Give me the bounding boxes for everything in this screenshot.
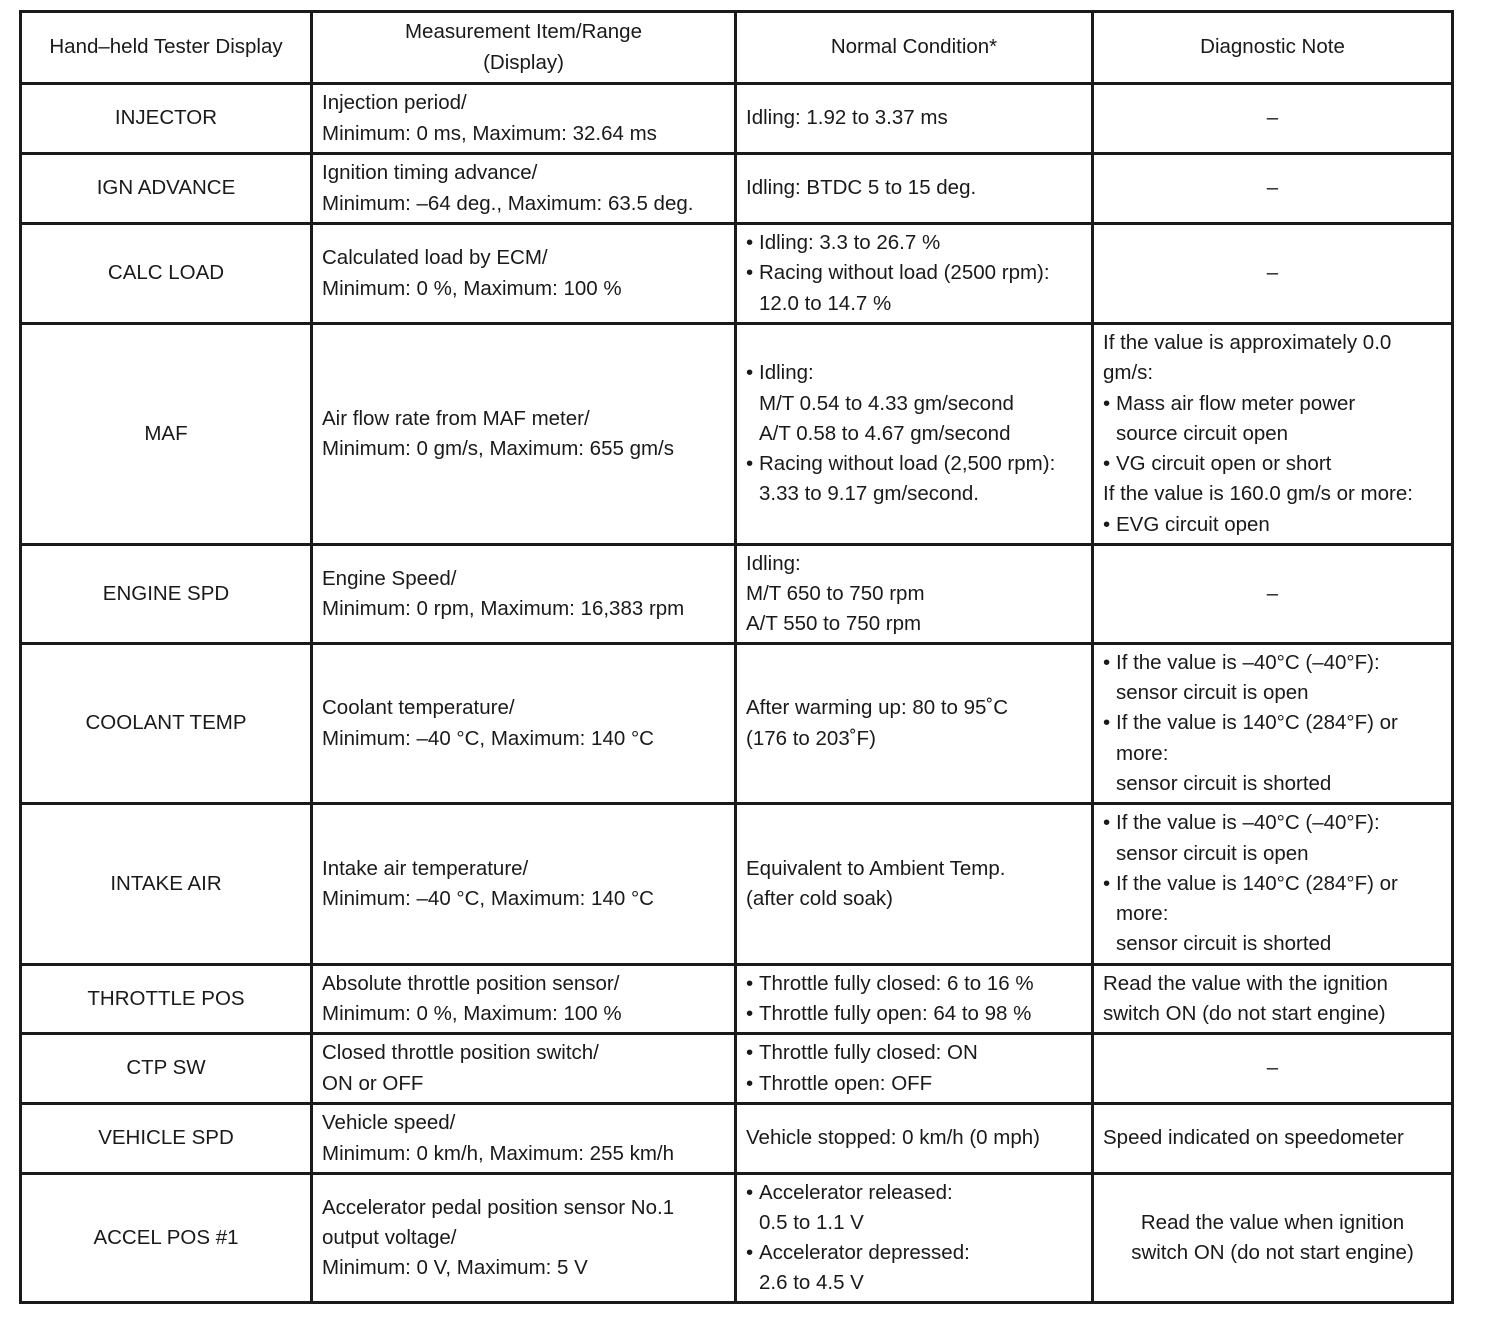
normal-condition-cell: • Accelerator released: 0.5 to 1.1 V • Accelerator depressed: 2.6 to 4.5 V xyxy=(736,1174,1093,1303)
diagnostic-note-cell: – xyxy=(1093,224,1453,324)
measurement-cell: Coolant temperature/ Minimum: –40 °C, Maximum: 140 °C xyxy=(312,644,736,804)
measurement-cell: Vehicle speed/ Minimum: 0 km/h, Maximum: 255 km/h xyxy=(312,1104,736,1174)
normal-condition-cell: • Throttle fully closed: 6 to 16 % • Throttle fully open: 64 to 98 % xyxy=(736,965,1093,1034)
normal-condition-cell: Idling: 1.92 to 3.37 ms xyxy=(736,84,1093,154)
header-display: Hand–held Tester Display xyxy=(21,12,312,84)
table-row xyxy=(21,324,1453,545)
normal-condition-cell: Equivalent to Ambient Temp. (after cold soak) xyxy=(736,804,1093,965)
tester-display-cell: INJECTOR xyxy=(21,84,312,154)
header-row xyxy=(21,12,1453,84)
table-row xyxy=(21,545,1453,644)
tester-display-cell: ACCEL POS #1 xyxy=(21,1174,312,1303)
table-row xyxy=(21,644,1453,804)
diagnostic-note-cell: – xyxy=(1093,154,1453,224)
normal-condition-cell: Idling: M/T 650 to 750 rpm A/T 550 to 750 rpm xyxy=(736,545,1093,644)
table-row xyxy=(21,804,1453,965)
diagnostic-note-cell: Read the value with the ignition switch ON (do not start engine) xyxy=(1093,965,1453,1034)
data-list-table xyxy=(19,10,1454,1304)
normal-condition-cell: Vehicle stopped: 0 km/h (0 mph) xyxy=(736,1104,1093,1174)
tester-display-cell: INTAKE AIR xyxy=(21,804,312,965)
measurement-cell: Accelerator pedal position sensor No.1 output voltage/ Minimum: 0 V, Maximum: 5 V xyxy=(312,1174,736,1303)
measurement-cell: Intake air temperature/ Minimum: –40 °C, Maximum: 140 °C xyxy=(312,804,736,965)
tester-display-cell: MAF xyxy=(21,324,312,545)
normal-condition-cell: • Idling: 3.3 to 26.7 % • Racing without load (2500 rpm): 12.0 to 14.7 % xyxy=(736,224,1093,324)
tester-display-cell: COOLANT TEMP xyxy=(21,644,312,804)
normal-condition-cell: Idling: BTDC 5 to 15 deg. xyxy=(736,154,1093,224)
table-row xyxy=(21,84,1453,154)
measurement-cell: Calculated load by ECM/ Minimum: 0 %, Maximum: 100 % xyxy=(312,224,736,324)
table-row xyxy=(21,154,1453,224)
table-row xyxy=(21,1174,1453,1303)
diagnostic-note-cell: – xyxy=(1093,84,1453,154)
table-row xyxy=(21,965,1453,1034)
measurement-cell: Injection period/ Minimum: 0 ms, Maximum: 32.64 ms xyxy=(312,84,736,154)
tester-display-cell: THROTTLE POS xyxy=(21,965,312,1034)
measurement-cell: Ignition timing advance/ Minimum: –64 deg., Maximum: 63.5 deg. xyxy=(312,154,736,224)
table-row xyxy=(21,1034,1453,1104)
diagnostic-note-cell: • If the value is –40°C (–40°F): sensor circuit is open • If the value is 140°C (284°F) or more: sensor circuit is shorted xyxy=(1093,644,1453,804)
measurement-cell: Closed throttle position switch/ ON or OFF xyxy=(312,1034,736,1104)
header-diagnostic-note: Diagnostic Note xyxy=(1093,12,1453,84)
diagnostic-note-cell: – xyxy=(1093,545,1453,644)
diagnostic-note-cell: Speed indicated on speedometer xyxy=(1093,1104,1453,1174)
measurement-cell: Air flow rate from MAF meter/ Minimum: 0 gm/s, Maximum: 655 gm/s xyxy=(312,324,736,545)
measurement-cell: Engine Speed/ Minimum: 0 rpm, Maximum: 16,383 rpm xyxy=(312,545,736,644)
diagnostic-note-cell: – xyxy=(1093,1034,1453,1104)
tester-display-cell: ENGINE SPD xyxy=(21,545,312,644)
normal-condition-cell: • Throttle fully closed: ON • Throttle open: OFF xyxy=(736,1034,1093,1104)
header-normal-condition: Normal Condition* xyxy=(736,12,1093,84)
table-row xyxy=(21,1104,1453,1174)
diagnostic-note-cell: • If the value is –40°C (–40°F): sensor circuit is open • If the value is 140°C (284°F) or more: sensor circuit is shorted xyxy=(1093,804,1453,965)
table-row xyxy=(21,224,1453,324)
tester-display-cell: IGN ADVANCE xyxy=(21,154,312,224)
diagnostic-note-cell: Read the value when ignition switch ON (do not start engine) xyxy=(1093,1174,1453,1303)
normal-condition-cell: After warming up: 80 to 95˚C (176 to 203˚F) xyxy=(736,644,1093,804)
diagnostic-note-cell: If the value is approximately 0.0 gm/s: • Mass air flow meter power source circuit open • VG circuit open or short If the value is 160.0 gm/s or more: • EVG circuit open xyxy=(1093,324,1453,545)
measurement-cell: Absolute throttle position sensor/ Minimum: 0 %, Maximum: 100 % xyxy=(312,965,736,1034)
tester-display-cell: CTP SW xyxy=(21,1034,312,1104)
header-measurement: Measurement Item/Range (Display) xyxy=(312,12,736,84)
tester-display-cell: CALC LOAD xyxy=(21,224,312,324)
normal-condition-cell: • Idling: M/T 0.54 to 4.33 gm/second A/T 0.58 to 4.67 gm/second • Racing without load (2,500 rpm): 3.33 to 9.17 gm/second. xyxy=(736,324,1093,545)
tester-display-cell: VEHICLE SPD xyxy=(21,1104,312,1174)
